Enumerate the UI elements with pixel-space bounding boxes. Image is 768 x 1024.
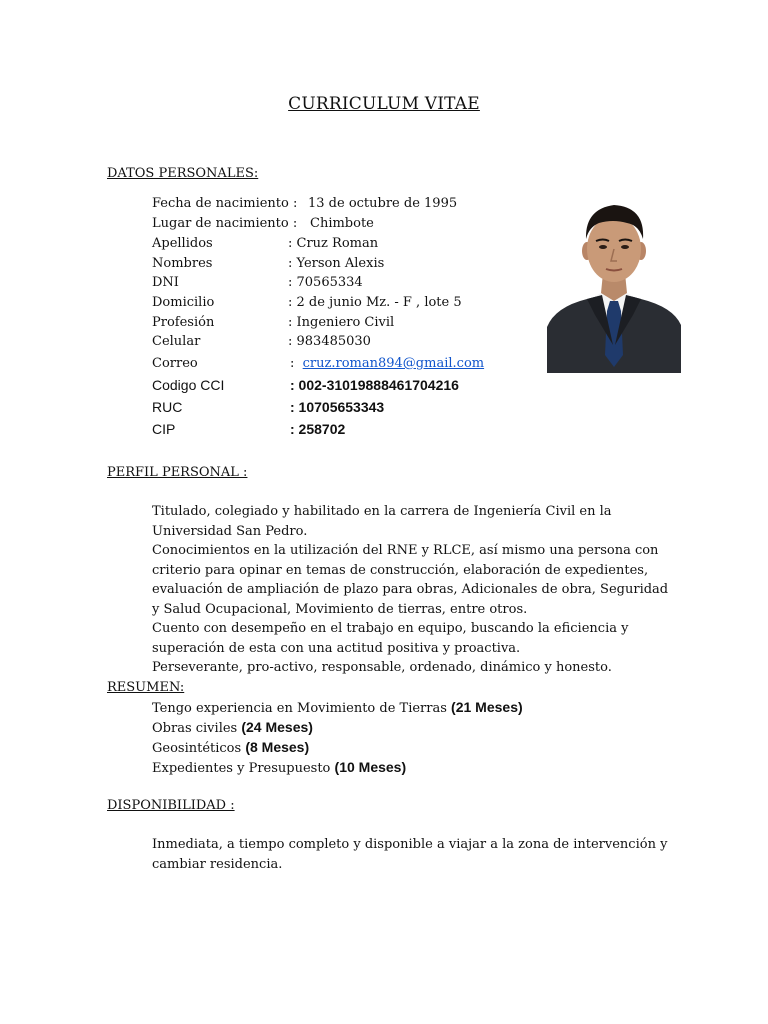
perfil-line: Cuento con desempeño en el trabajo en equipo, buscando la eficiencia y: [152, 621, 629, 636]
personal-label: Profesión: [152, 315, 215, 330]
personal-label: Codigo CCI: [152, 377, 225, 393]
profile-photo: [547, 195, 681, 373]
section-perfil-personal: PERFIL PERSONAL :: [107, 465, 248, 480]
personal-label: Lugar de nacimiento :: [152, 216, 298, 231]
perfil-line: Universidad San Pedro.: [152, 524, 308, 539]
perfil-line: Conocimientos en la utilización del RNE y RLCE, así mismo una persona con: [152, 543, 659, 558]
email-colon: :: [290, 356, 303, 371]
personal-value: : Yerson Alexis: [288, 256, 385, 271]
perfil-line: evaluación de ampliación de plazo para obras, Adicionales de obra, Seguridad: [152, 582, 669, 597]
resumen-item-duration: (10 Meses): [334, 759, 407, 775]
personal-label: DNI: [152, 275, 179, 290]
personal-value: : 2 de junio Mz. - F , lote 5: [288, 295, 462, 310]
resumen-item-text: Expedientes y Presupuesto: [152, 761, 335, 776]
personal-label: Nombres: [152, 256, 213, 271]
section-datos-personales: DATOS PERSONALES:: [107, 166, 259, 181]
resumen-item-text: Obras civiles: [152, 721, 242, 736]
personal-value: Chimbote: [310, 216, 374, 231]
personal-label: Correo: [152, 356, 198, 371]
resumen-item-duration: (21 Meses): [451, 699, 523, 715]
personal-label: CIP: [152, 421, 176, 437]
email-link[interactable]: cruz.roman894@gmail.com: [302, 356, 485, 371]
perfil-line: Titulado, colegiado y habilitado en la carrera de Ingeniería Civil en la: [152, 504, 612, 519]
personal-value: : 70565334: [288, 275, 363, 290]
profile-photo-graphic: [547, 195, 681, 373]
resumen-item-duration: (8 Meses): [245, 739, 310, 755]
resumen-item: [152, 699, 523, 716]
personal-label: Domicilio: [152, 295, 215, 310]
personal-value: : Cruz Roman: [288, 236, 379, 251]
perfil-line: criterio para opinar en temas de construcción, elaboración de expedientes,: [152, 563, 649, 578]
disponibilidad-line: Inmediata, a tiempo completo y disponible a viajar a la zona de intervención y: [152, 837, 668, 852]
resumen-item: [152, 739, 309, 756]
resumen-item-text: Geosintéticos: [152, 741, 246, 756]
personal-value: : 258702: [290, 421, 346, 437]
resumen-item: [152, 759, 406, 776]
personal-value: : 983485030: [288, 334, 371, 349]
section-resumen: RESUMEN:: [107, 680, 185, 695]
personal-label: Fecha de nacimiento :: [152, 196, 298, 211]
personal-label: Celular: [152, 334, 201, 349]
page-title: CURRICULUM VITAE: [288, 94, 480, 114]
perfil-line: Perseverante, pro-activo, responsable, ordenado, dinámico y honesto.: [152, 660, 612, 675]
resumen-item-duration: (24 Meses): [241, 719, 313, 735]
personal-value: 13 de octubre de 1995: [308, 196, 458, 211]
personal-value: [290, 356, 484, 371]
personal-label: RUC: [152, 399, 183, 415]
resumen-item-text: Tengo experiencia en Movimiento de Tierras: [152, 701, 452, 716]
personal-value: : 002-31019888461704216: [290, 377, 459, 393]
perfil-line: y Salud Ocupacional, Movimiento de tierras, entre otros.: [152, 602, 528, 617]
personal-label: Apellidos: [152, 236, 213, 251]
personal-value: : Ingeniero Civil: [288, 315, 395, 330]
resumen-item: [152, 719, 313, 736]
personal-value: : 10705653343: [290, 399, 385, 415]
perfil-line: superación de esta con una actitud positiva y proactiva.: [152, 641, 521, 656]
section-disponibilidad: DISPONIBILIDAD :: [107, 798, 235, 813]
disponibilidad-line: cambiar residencia.: [152, 857, 283, 872]
